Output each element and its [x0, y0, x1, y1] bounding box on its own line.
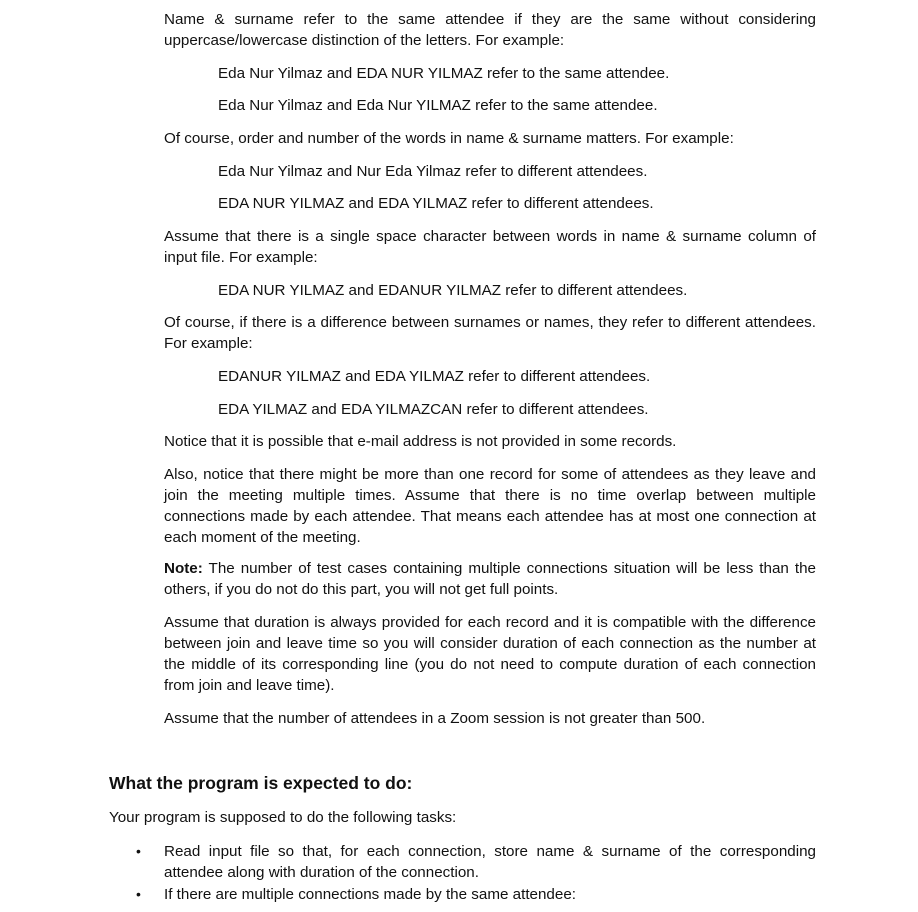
paragraph-duration: Assume that duration is always provided for each record and it is compatible with the difference between join and leave time so you will consider duration of each connection as the number at the middle of its corresponding line (you do not need to compute duration of each connection from join and leave time). [164, 614, 816, 694]
paragraph-note [164, 558, 816, 600]
paragraph-case-insensitive: Name & surname refer to the same attendee if they are the same without considering uppercase/lowercase distinction of the letters. For example: [164, 11, 816, 49]
example-same-attendee-1: Eda Nur Yilmaz and EDA NUR YILMAZ refer to the same attendee. [218, 65, 670, 82]
example-different-attendees-5: EDA YILMAZ and EDA YILMAZCAN refer to different attendees. [218, 401, 649, 418]
note-text: The number of test cases containing multiple connections situation will be less than the others, if you do not do this part, you will not get full points. [164, 560, 816, 598]
example-different-attendees-3: EDA NUR YILMAZ and EDANUR YILMAZ refer to different attendees. [218, 282, 688, 299]
paragraph-multiple-records: Also, notice that there might be more than one record for some of attendees as they leave and join the meeting multiple times. Assume that there is no time overlap between multiple connections made by each attendee. That means each attendee has at most one connection at each moment of the meeting. [164, 466, 816, 546]
example-different-attendees-1: Eda Nur Yilmaz and Nur Eda Yilmaz refer to different attendees. [218, 163, 648, 180]
paragraph-attendee-limit: Assume that the number of attendees in a Zoom session is not greater than 500. [164, 710, 706, 727]
bullet-icon: • [136, 843, 141, 859]
example-different-attendees-4: EDANUR YILMAZ and EDA YILMAZ refer to different attendees. [218, 368, 651, 385]
list-item-text: If there are multiple connections made by the same attendee: [164, 886, 576, 903]
section-intro: Your program is supposed to do the following tasks: [109, 809, 457, 826]
section-heading: What the program is expected to do: [109, 773, 413, 793]
bullet-icon: • [136, 886, 141, 902]
example-different-attendees-2: EDA NUR YILMAZ and EDA YILMAZ refer to different attendees. [218, 195, 654, 212]
paragraph-order-matters: Of course, order and number of the words in name & surname matters. For example: [164, 130, 734, 147]
paragraph-surname-difference: Of course, if there is a difference between surnames or names, they refer to different attendees. For example: [164, 314, 816, 352]
list-item-text: Read input file so that, for each connection, store name & surname of the corresponding attendee along with duration of the connection. [164, 843, 816, 881]
example-same-attendee-2: Eda Nur Yilmaz and Eda Nur YILMAZ refer to the same attendee. [218, 97, 658, 114]
paragraph-email-missing: Notice that it is possible that e-mail address is not provided in some records. [164, 433, 677, 450]
note-label: Note: [164, 560, 203, 577]
paragraph-single-space: Assume that there is a single space character between words in name & surname column of input file. For example: [164, 228, 816, 266]
